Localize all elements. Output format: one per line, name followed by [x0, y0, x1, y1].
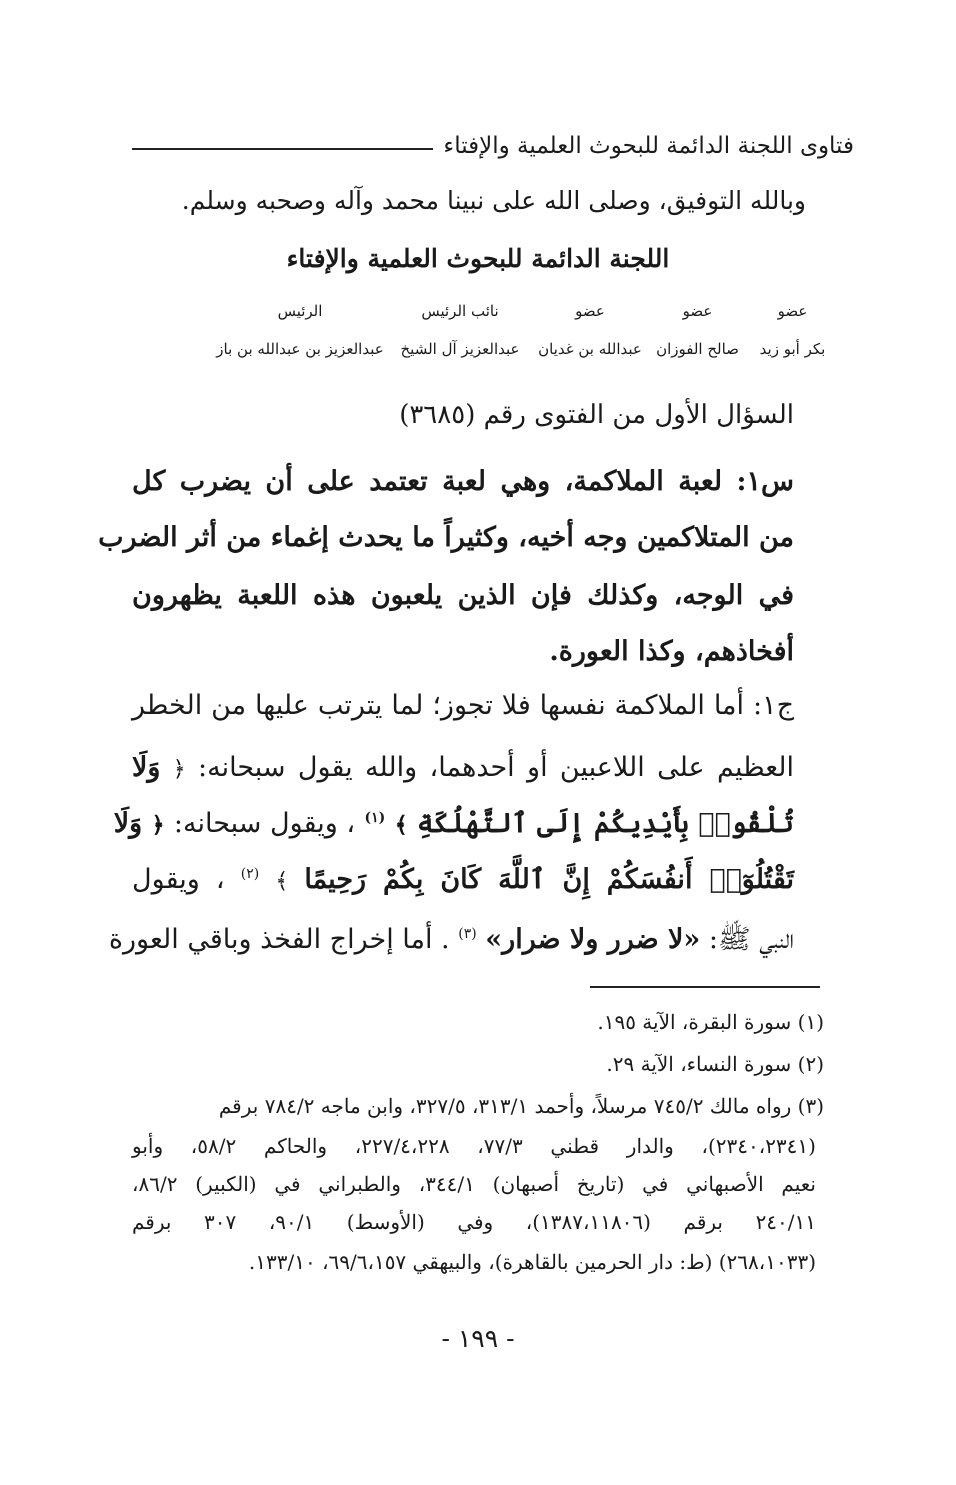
verse-start: وَلَا: [113, 808, 143, 839]
signatory-title: نائب الرئيس: [421, 302, 499, 320]
footnote-marker: (١): [364, 810, 386, 826]
answer-text: العظيم على اللاعبين أو أحدهما، والله يقول سبحانه:: [198, 752, 794, 783]
question-line: في الوجه، وكذلك فإن الذين يلعبون هذه اللعبة يظهرون: [132, 580, 794, 611]
signatory-name: صالح الفوزان: [656, 340, 739, 358]
footnote-continuation: (٢٦٨،١٠٣٣) (ط: دار الحرمين بالقاهرة)، والبيهقي ٦٩/٦،١٥٧، ١٣٣/١٠.: [248, 1250, 816, 1274]
question-line: أفخاذهم، وكذا العورة.: [549, 636, 794, 667]
question-line: من المتلاكمين وجه أخيه، وكثيراً ما يحدث إغماء من أثر الضرب: [98, 522, 794, 553]
answer-text: ، ويقول: [132, 864, 225, 895]
committee-title: اللجنة الدائمة للبحوث العلمية والإفتاء: [286, 244, 670, 273]
signatory-name: عبدالله بن غديان: [538, 340, 642, 358]
question-line: س١: لعبة الملاكمة، وهي لعبة تعتمد على أن يضرب كل: [132, 466, 794, 497]
footnote: (٢) سورة النساء، الآية ٢٩.: [606, 1052, 824, 1076]
signatory-title: عضو: [682, 302, 713, 320]
footnote-marker: (٣): [458, 926, 477, 942]
footnote-continuation: نعيم الأصبهاني في (تاريخ أصبهان) ٣٤٤/١، والطبراني في (الكبير) ٨٦/٢،: [132, 1172, 816, 1196]
answer-text: ، ويقول سبحانه:: [173, 808, 356, 839]
answer-text: . أما إخراج الفخذ وباقي العورة: [108, 924, 450, 955]
running-header: [132, 126, 854, 166]
answer-line: [113, 808, 794, 839]
answer-line: [108, 922, 794, 962]
header-title: فتاوى اللجنة الدائمة للبحوث العلمية والإفتاء: [443, 133, 854, 159]
quran-verse: تُلْقُوا۟ بِأَيْدِيكُمْ إِلَى ٱلتَّهْلُكَةِ: [416, 808, 794, 839]
signatory-title: الرئيس: [277, 302, 323, 320]
quran-verse: تَقْتُلُوٓا۟ أَنفُسَكُمْ إِنَّ ٱللَّهَ كَانَ بِكُمْ رَحِيمًا: [304, 864, 794, 895]
question-heading: السؤال الأول من الفتوى رقم (٣٦٨٥): [399, 400, 794, 430]
verse-ornament-icon: ﴾: [275, 869, 289, 894]
footnote: (٣) رواه مالك ٧٤٥/٢ مرسلاً، وأحمد ٣١٣/١، ٣٢٧/٥، وابن ماجه ٧٨٤/٢ برقم: [218, 1094, 824, 1118]
answer-line: [132, 864, 794, 895]
closing-line: وبالله التوفيق، وصلى الله على نبينا محمد وآله وصحبه وسلم.: [181, 186, 806, 215]
signatory-name: بكر أبو زيد: [759, 340, 826, 358]
signatory-names: [150, 340, 840, 358]
verse-ornament-icon: ﴿: [151, 812, 165, 838]
footnote-marker: (٢): [240, 866, 260, 882]
footnote-divider: [590, 986, 820, 988]
footnote: (١) سورة البقرة، الآية ١٩٥.: [597, 1010, 824, 1034]
header-rule: [132, 148, 433, 150]
answer-line: [132, 752, 794, 783]
hadith-quote: «لا ضرر ولا ضرار»: [485, 924, 701, 955]
page-number: - ١٩٩ -: [441, 1324, 515, 1353]
answer-line: ج١: أما الملاكمة نفسها فلا تجوز؛ لما يترتب عليها من الخطر: [132, 690, 794, 721]
signatory-title: عضو: [777, 302, 808, 320]
verse-ornament-icon: ﴿: [172, 757, 186, 782]
signatory-name: عبدالعزيز آل الشيخ: [400, 340, 520, 358]
footnote-continuation: (٢٣٤٠،٢٣٤١)، والدار قطني ٧٧/٣، ٢٢٧/٤،٢٢٨، والحاكم ٥٨/٢، وأبو: [132, 1134, 816, 1158]
signatory-titles: [150, 302, 840, 320]
answer-text: النبي ﷺ:: [700, 924, 794, 955]
verse-start: وَلَا: [132, 752, 161, 783]
signatory-title: عضو: [575, 302, 605, 320]
signatory-name: عبدالعزيز بن عبدالله بن باز: [216, 340, 384, 358]
footnote-continuation: ٢٤٠/١١ برقم (١٣٨٧،١١٨٠٦)، وفي (الأوسط) ٩٠/١، ٣٠٧ برقم: [132, 1210, 817, 1234]
verse-ornament-icon: ﴾: [394, 812, 408, 838]
